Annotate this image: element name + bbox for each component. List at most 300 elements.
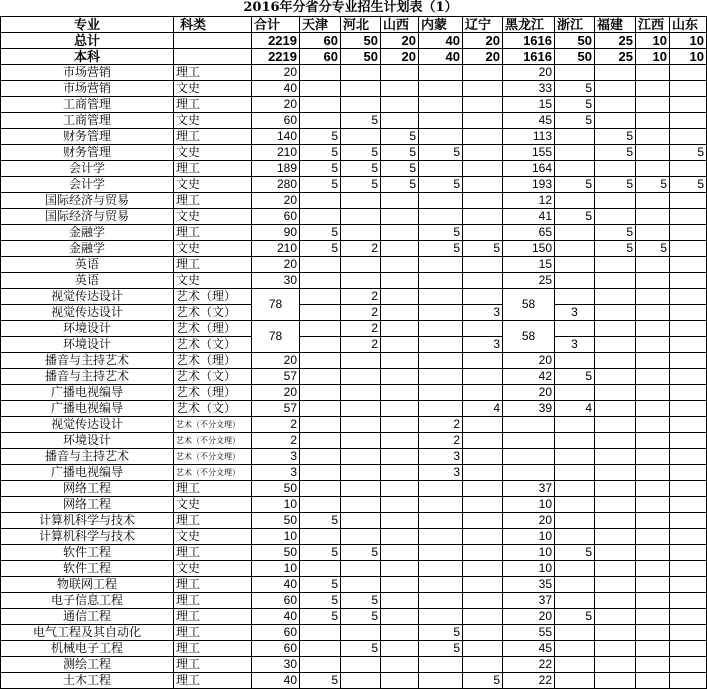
- cell-shandong: [670, 481, 707, 497]
- cell-major: 环境设计: [1, 337, 174, 353]
- cell-total: 50: [252, 545, 300, 561]
- cell-fujian: 25: [595, 33, 636, 49]
- cell-major: 市场营销: [1, 81, 174, 97]
- cell-heilongjiang: 10: [503, 497, 555, 513]
- cell-hebei: [341, 369, 381, 385]
- cell-shandong: 5: [670, 177, 707, 193]
- header-major: 专业: [1, 17, 174, 33]
- cell-fujian: [595, 481, 636, 497]
- cell-total: 20: [252, 97, 300, 113]
- cell-category: 理工: [174, 673, 252, 689]
- cell-category: 理工: [174, 65, 252, 81]
- table-row: [1, 305, 707, 321]
- cell-heilongjiang: 10: [503, 529, 555, 545]
- cell-shanxi: [381, 497, 419, 513]
- cell-zhejiang: 5: [555, 81, 595, 97]
- cell-neimeng: [419, 369, 463, 385]
- cell-jiangxi: [636, 593, 670, 609]
- table-row: [1, 449, 707, 465]
- cell-hebei: 50: [341, 33, 381, 49]
- cell-hebei: 2: [341, 337, 381, 353]
- cell-shanxi: [381, 433, 419, 449]
- cell-total: 10: [252, 497, 300, 513]
- cell-category: 理工: [174, 225, 252, 241]
- cell-shandong: 10: [670, 33, 707, 49]
- cell-liaoning: [463, 641, 503, 657]
- cell-category: 文史: [174, 241, 252, 257]
- cell-hebei: [341, 497, 381, 513]
- table-row: [1, 81, 707, 97]
- cell-neimeng: [419, 529, 463, 545]
- cell-neimeng: [419, 609, 463, 625]
- cell-tianjin: [300, 337, 341, 353]
- cell-major: 金融学: [1, 225, 174, 241]
- cell-jiangxi: [636, 209, 670, 225]
- cell-heilongjiang: 15: [503, 97, 555, 113]
- cell-liaoning: 20: [463, 49, 503, 65]
- cell-zhejiang: [555, 353, 595, 369]
- cell-neimeng: [419, 65, 463, 81]
- cell-zhejiang: [555, 529, 595, 545]
- cell-zhejiang: 4: [555, 401, 595, 417]
- cell-category: 艺术（文）: [174, 337, 252, 353]
- cell-major: 电气工程及其自动化: [1, 625, 174, 641]
- cell-neimeng: 40: [419, 49, 463, 65]
- table-row: [1, 129, 707, 145]
- cell-shandong: [670, 65, 707, 81]
- cell-zhejiang: 5: [555, 545, 595, 561]
- cell-total: 40: [252, 673, 300, 689]
- cell-tianjin: 5: [300, 513, 341, 529]
- cell-jiangxi: [636, 225, 670, 241]
- cell-major: 财务管理: [1, 145, 174, 161]
- cell-zhejiang: 3: [555, 337, 595, 353]
- cell-shandong: [670, 113, 707, 129]
- cell-jiangxi: [636, 657, 670, 673]
- cell-heilongjiang: 20: [503, 609, 555, 625]
- cell-major: 视觉传达设计: [1, 417, 174, 433]
- cell-hebei: [341, 97, 381, 113]
- cell-shanxi: [381, 113, 419, 129]
- cell-total: 40: [252, 577, 300, 593]
- cell-heilongjiang: [503, 465, 555, 481]
- table-row: [1, 209, 707, 225]
- cell-shandong: 10: [670, 49, 707, 65]
- cell-shanxi: [381, 257, 419, 273]
- cell-major: 工商管理: [1, 97, 174, 113]
- cell-total: 30: [252, 657, 300, 673]
- cell-neimeng: [419, 81, 463, 97]
- cell-liaoning: [463, 65, 503, 81]
- cell-jiangxi: [636, 273, 670, 289]
- cell-category: 理工: [174, 161, 252, 177]
- cell-hebei: 5: [341, 593, 381, 609]
- cell-category: [174, 33, 252, 49]
- cell-total: 50: [252, 481, 300, 497]
- cell-jiangxi: [636, 161, 670, 177]
- cell-liaoning: [463, 385, 503, 401]
- cell-fujian: [595, 289, 636, 305]
- cell-heilongjiang: 37: [503, 593, 555, 609]
- cell-fujian: [595, 657, 636, 673]
- cell-tianjin: [300, 385, 341, 401]
- cell-fujian: 5: [595, 145, 636, 161]
- cell-total: 20: [252, 193, 300, 209]
- cell-zhejiang: [555, 257, 595, 273]
- cell-total: 10: [252, 529, 300, 545]
- cell-total: 60: [252, 209, 300, 225]
- cell-zhejiang: [555, 481, 595, 497]
- cell-total: 60: [252, 113, 300, 129]
- cell-fujian: 25: [595, 49, 636, 65]
- cell-tianjin: [300, 417, 341, 433]
- cell-shanxi: [381, 289, 419, 305]
- cell-shandong: [670, 225, 707, 241]
- cell-total: 40: [252, 609, 300, 625]
- cell-fujian: [595, 609, 636, 625]
- cell-liaoning: [463, 481, 503, 497]
- cell-jiangxi: [636, 65, 670, 81]
- header-shandong: 山东: [670, 17, 707, 33]
- cell-total: 20: [252, 65, 300, 81]
- cell-zhejiang: [555, 241, 595, 257]
- cell-liaoning: [463, 273, 503, 289]
- cell-zhejiang: [555, 385, 595, 401]
- cell-zhejiang: [555, 673, 595, 689]
- cell-jiangxi: [636, 497, 670, 513]
- cell-shanxi: [381, 353, 419, 369]
- cell-total: 60: [252, 593, 300, 609]
- cell-tianjin: [300, 113, 341, 129]
- cell-hebei: 2: [341, 305, 381, 321]
- cell-major: 金融学: [1, 241, 174, 257]
- cell-shandong: [670, 353, 707, 369]
- cell-shanxi: [381, 209, 419, 225]
- cell-neimeng: [419, 161, 463, 177]
- cell-neimeng: [419, 97, 463, 113]
- cell-hebei: [341, 385, 381, 401]
- cell-liaoning: [463, 433, 503, 449]
- cell-neimeng: [419, 305, 463, 321]
- cell-major: 财务管理: [1, 129, 174, 145]
- cell-jiangxi: [636, 641, 670, 657]
- cell-jiangxi: [636, 353, 670, 369]
- cell-major: 工商管理: [1, 113, 174, 129]
- cell-tianjin: [300, 257, 341, 273]
- cell-zhejiang: [555, 465, 595, 481]
- cell-neimeng: [419, 257, 463, 273]
- cell-hebei: [341, 673, 381, 689]
- cell-total: 2: [252, 433, 300, 449]
- cell-hebei: [341, 129, 381, 145]
- cell-fujian: [595, 417, 636, 433]
- cell-hebei: [341, 465, 381, 481]
- cell-hebei: [341, 225, 381, 241]
- cell-shandong: [670, 529, 707, 545]
- cell-neimeng: 2: [419, 433, 463, 449]
- cell-heilongjiang: 45: [503, 641, 555, 657]
- cell-category: 理工: [174, 513, 252, 529]
- cell-major: 计算机科学与技术: [1, 529, 174, 545]
- cell-fujian: [595, 401, 636, 417]
- cell-major: 通信工程: [1, 609, 174, 625]
- cell-zhejiang: [555, 593, 595, 609]
- cell-tianjin: 5: [300, 161, 341, 177]
- table-row: [1, 465, 707, 481]
- cell-shandong: [670, 257, 707, 273]
- cell-tianjin: [300, 657, 341, 673]
- cell-tianjin: [300, 289, 341, 305]
- cell-fujian: 5: [595, 129, 636, 145]
- cell-jiangxi: [636, 465, 670, 481]
- cell-hebei: 5: [341, 145, 381, 161]
- cell-zhejiang: [555, 641, 595, 657]
- cell-category: 艺术（理）: [174, 385, 252, 401]
- cell-hebei: 5: [341, 641, 381, 657]
- cell-shandong: [670, 209, 707, 225]
- table-row: [1, 241, 707, 257]
- table-row: [1, 433, 707, 449]
- cell-total: 40: [252, 81, 300, 97]
- cell-jiangxi: [636, 97, 670, 113]
- cell-liaoning: [463, 417, 503, 433]
- cell-jiangxi: [636, 625, 670, 641]
- cell-shanxi: [381, 321, 419, 337]
- header-heilongjiang: 黑龙江: [503, 17, 555, 33]
- cell-jiangxi: [636, 545, 670, 561]
- cell-neimeng: [419, 497, 463, 513]
- cell-shanxi: [381, 337, 419, 353]
- cell-total: 57: [252, 401, 300, 417]
- cell-tianjin: [300, 465, 341, 481]
- cell-zhejiang: [555, 577, 595, 593]
- cell-liaoning: [463, 161, 503, 177]
- cell-category: 理工: [174, 481, 252, 497]
- cell-fujian: 5: [595, 225, 636, 241]
- header-jiangxi: 江西: [636, 17, 670, 33]
- cell-tianjin: [300, 401, 341, 417]
- cell-major: 网络工程: [1, 481, 174, 497]
- cell-total: 3: [252, 465, 300, 481]
- cell-liaoning: [463, 609, 503, 625]
- cell-neimeng: [419, 321, 463, 337]
- cell-heilongjiang: 20: [503, 385, 555, 401]
- cell-tianjin: [300, 193, 341, 209]
- cell-tianjin: 5: [300, 177, 341, 193]
- cell-category: 理工: [174, 593, 252, 609]
- cell-shandong: [670, 161, 707, 177]
- cell-tianjin: [300, 97, 341, 113]
- cell-category: 文史: [174, 209, 252, 225]
- table-row: [1, 321, 707, 337]
- cell-shandong: [670, 321, 707, 337]
- cell-tianjin: [300, 625, 341, 641]
- cell-major: 测绘工程: [1, 657, 174, 673]
- cell-major: 软件工程: [1, 545, 174, 561]
- header-shanxi: 山西: [381, 17, 419, 33]
- cell-heilongjiang: 35: [503, 577, 555, 593]
- cell-heilongjiang: 58: [503, 289, 555, 321]
- cell-total: 20: [252, 385, 300, 401]
- cell-fujian: [595, 593, 636, 609]
- cell-tianjin: 60: [300, 33, 341, 49]
- cell-fujian: [595, 561, 636, 577]
- cell-hebei: [341, 401, 381, 417]
- table-row: [1, 497, 707, 513]
- cell-neimeng: 3: [419, 449, 463, 465]
- cell-category: 理工: [174, 545, 252, 561]
- cell-hebei: [341, 513, 381, 529]
- cell-liaoning: 4: [463, 401, 503, 417]
- cell-hebei: [341, 625, 381, 641]
- cell-liaoning: [463, 497, 503, 513]
- cell-liaoning: [463, 353, 503, 369]
- cell-liaoning: [463, 193, 503, 209]
- cell-jiangxi: [636, 529, 670, 545]
- table-row: [1, 401, 707, 417]
- cell-shandong: [670, 465, 707, 481]
- cell-tianjin: [300, 209, 341, 225]
- cell-neimeng: 2: [419, 417, 463, 433]
- table-row: [1, 609, 707, 625]
- cell-hebei: 5: [341, 113, 381, 129]
- cell-category: 艺术（理）: [174, 321, 252, 337]
- cell-shanxi: 20: [381, 33, 419, 49]
- cell-neimeng: [419, 481, 463, 497]
- cell-heilongjiang: 41: [503, 209, 555, 225]
- cell-liaoning: [463, 113, 503, 129]
- cell-fujian: [595, 641, 636, 657]
- cell-fujian: [595, 209, 636, 225]
- cell-neimeng: [419, 385, 463, 401]
- cell-total: 30: [252, 273, 300, 289]
- cell-category: 理工: [174, 609, 252, 625]
- cell-shandong: 5: [670, 145, 707, 161]
- cell-shandong: [670, 193, 707, 209]
- cell-category: [174, 49, 252, 65]
- cell-neimeng: [419, 113, 463, 129]
- header-fujian: 福建: [595, 17, 636, 33]
- cell-major: 播音与主持艺术: [1, 369, 174, 385]
- cell-tianjin: [300, 497, 341, 513]
- cell-jiangxi: [636, 561, 670, 577]
- cell-zhejiang: 50: [555, 33, 595, 49]
- cell-total: 2: [252, 417, 300, 433]
- cell-major: 会计学: [1, 161, 174, 177]
- cell-fujian: [595, 625, 636, 641]
- table-row: [1, 673, 707, 689]
- cell-neimeng: [419, 273, 463, 289]
- cell-zhejiang: 3: [555, 305, 595, 321]
- cell-shandong: [670, 401, 707, 417]
- cell-heilongjiang: 20: [503, 513, 555, 529]
- cell-total: 57: [252, 369, 300, 385]
- cell-neimeng: 5: [419, 241, 463, 257]
- cell-tianjin: 5: [300, 577, 341, 593]
- cell-tianjin: [300, 433, 341, 449]
- cell-liaoning: [463, 561, 503, 577]
- cell-hebei: [341, 577, 381, 593]
- cell-tianjin: 60: [300, 49, 341, 65]
- cell-fujian: [595, 161, 636, 177]
- header-total: 合计: [252, 17, 300, 33]
- cell-liaoning: [463, 289, 503, 305]
- cell-total: 78: [252, 321, 300, 353]
- cell-shanxi: [381, 81, 419, 97]
- cell-zhejiang: 5: [555, 609, 595, 625]
- cell-neimeng: 5: [419, 625, 463, 641]
- cell-category: 艺术（不分文理）: [174, 417, 252, 433]
- cell-shanxi: [381, 385, 419, 401]
- cell-tianjin: 5: [300, 673, 341, 689]
- cell-jiangxi: [636, 113, 670, 129]
- cell-total: 3: [252, 449, 300, 465]
- cell-shanxi: [381, 577, 419, 593]
- cell-hebei: [341, 417, 381, 433]
- cell-shandong: [670, 273, 707, 289]
- cell-hebei: 5: [341, 161, 381, 177]
- cell-heilongjiang: 193: [503, 177, 555, 193]
- cell-major: 广播电视编导: [1, 401, 174, 417]
- cell-zhejiang: [555, 449, 595, 465]
- cell-shanxi: 5: [381, 129, 419, 145]
- cell-neimeng: [419, 545, 463, 561]
- cell-fujian: [595, 385, 636, 401]
- cell-shanxi: [381, 529, 419, 545]
- cell-liaoning: [463, 465, 503, 481]
- cell-jiangxi: [636, 481, 670, 497]
- cell-shandong: [670, 433, 707, 449]
- cell-zhejiang: [555, 417, 595, 433]
- cell-shanxi: [381, 481, 419, 497]
- table-row: [1, 641, 707, 657]
- cell-liaoning: 20: [463, 33, 503, 49]
- cell-major: 播音与主持艺术: [1, 449, 174, 465]
- cell-heilongjiang: 1616: [503, 49, 555, 65]
- cell-shanxi: [381, 561, 419, 577]
- cell-category: 理工: [174, 129, 252, 145]
- cell-zhejiang: 5: [555, 177, 595, 193]
- cell-shandong: [670, 513, 707, 529]
- cell-zhejiang: [555, 161, 595, 177]
- cell-tianjin: [300, 65, 341, 81]
- cell-category: 文史: [174, 529, 252, 545]
- cell-zhejiang: [555, 225, 595, 241]
- cell-tianjin: [300, 273, 341, 289]
- cell-major: 本科: [1, 49, 174, 65]
- cell-shandong: [670, 369, 707, 385]
- cell-zhejiang: [555, 193, 595, 209]
- table-row: [1, 545, 707, 561]
- cell-tianjin: [300, 353, 341, 369]
- cell-neimeng: 3: [419, 465, 463, 481]
- cell-neimeng: [419, 129, 463, 145]
- cell-shandong: [670, 673, 707, 689]
- cell-hebei: [341, 65, 381, 81]
- cell-zhejiang: [555, 513, 595, 529]
- cell-jiangxi: [636, 577, 670, 593]
- cell-major: 英语: [1, 273, 174, 289]
- cell-shanxi: 20: [381, 49, 419, 65]
- cell-category: 文史: [174, 561, 252, 577]
- cell-liaoning: [463, 97, 503, 113]
- cell-heilongjiang: 58: [503, 321, 555, 353]
- cell-shandong: [670, 577, 707, 593]
- cell-zhejiang: [555, 289, 595, 305]
- cell-tianjin: 5: [300, 129, 341, 145]
- table-row: [1, 145, 707, 161]
- cell-category: 理工: [174, 641, 252, 657]
